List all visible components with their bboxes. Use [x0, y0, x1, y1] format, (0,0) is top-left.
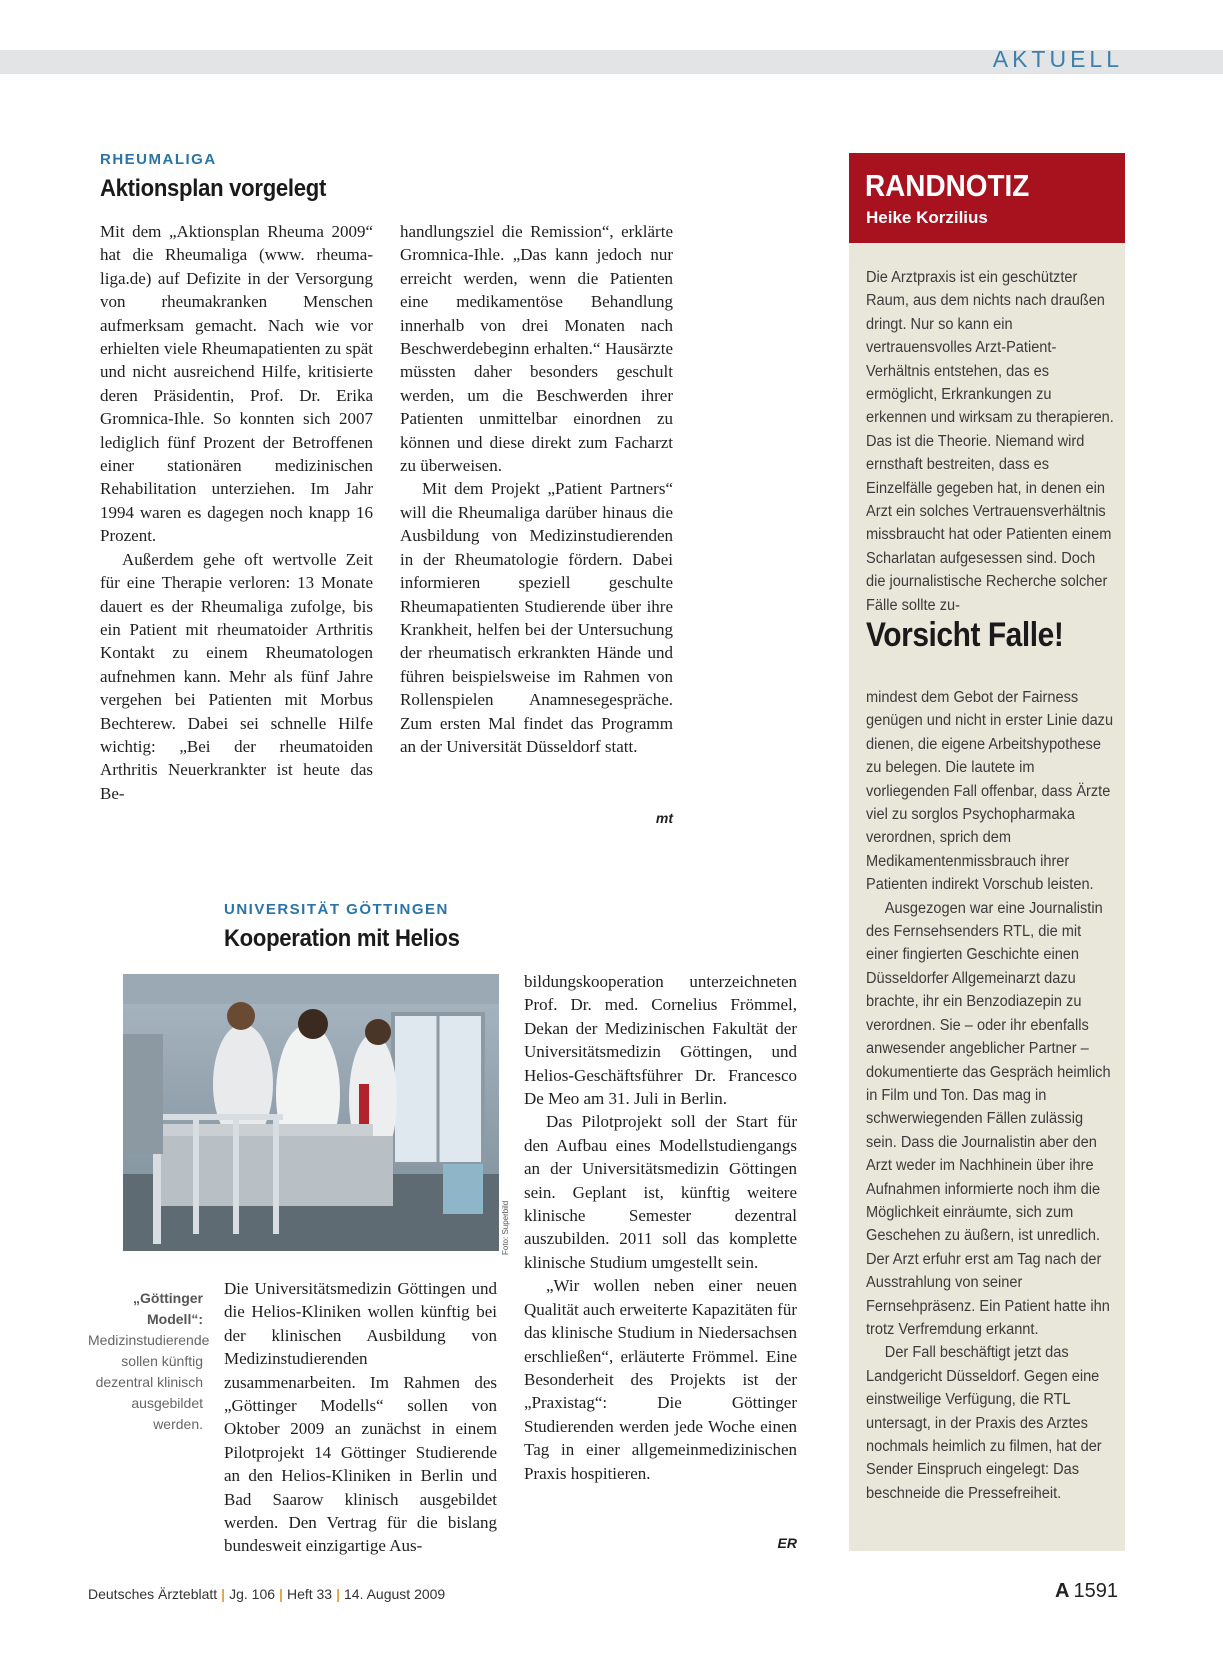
randnotiz-headline: Vorsicht Falle!: [866, 616, 1064, 654]
footer-journal: Deutsches Ärzteblatt: [88, 1586, 218, 1602]
randnotiz-text-2: [866, 686, 1114, 1505]
page-number-value: 1591: [1073, 1580, 1118, 1602]
article2-signature: ER: [777, 1534, 797, 1551]
hospital-photo-image: [123, 974, 499, 1251]
article2-title: Kooperation mit Helios: [224, 925, 460, 952]
section-label: AKTUELL: [992, 46, 1123, 72]
footer-separator: |: [336, 1586, 341, 1602]
paragraph: Der Fall beschäftigt jetzt das Landgericht Düsseldorf. Gegen eine einstweilige Verfügung, die RTL untersagt, in der Praxis des Arztes nochmals heimlich zu filmen, hat der Sender Einspruch eingelegt: Das beschneide die Pressefreiheit.: [866, 1344, 1102, 1502]
article2-column-2: [524, 970, 797, 1555]
paragraph: Mit dem „Aktionsplan Rheuma 2009“ hat die Rheumaliga (www. rheuma-liga.de) auf Defizite in der Versorgung von rheumakranken Menschen aufmerksam gemacht. Nach wie vor erhielten viele Rheumapatienten zu spät und nicht ausreichend Hilfe, kritisierte deren Präsidentin, Prof. Dr. Erika Gromnica-Ihle. So konnten sich 2007 lediglich fünf Prozent der Betroffenen einer stationären medizinischen Rehabilitation unterziehen. Im Jahr 1994 waren es dagegen noch knapp 16 Prozent.: [100, 222, 373, 546]
paragraph: handlungsziel die Remission“, erklärte Gromnica-Ihle. „Das kann jedoch nur erreicht werden, wenn die Patienten eine medikamentöse Behandlung innerhalb von drei Monaten nach Beschwerdebeginn erhalten.“ Hausärzte müssten daher besonders geschult werden, um die Beschwerden ihrer Patienten unmittelbar einordnen zu können und diese direkt zum Facharzt zu überweisen.: [400, 222, 673, 476]
randnotiz-author: Heike Korzilius: [866, 208, 988, 227]
caption-text: Medizinstudierende sollen künftig dezentral klinisch ausgebildet werden.: [88, 1332, 210, 1432]
footer-separator: |: [221, 1586, 226, 1602]
paragraph: Die Universitätsmedizin Göttingen und die Helios-Kliniken wollen künftig bei der klinischen Ausbildung von Medizinstudierenden zusammenarbeiten. Im Rahmen des „Göttinger Modells“ sollen von Oktober 2009 an zunächst in einem Pilotprojekt 14 Göttinger Studierende an den Helios-Kliniken in Berlin und Bad Saarow klinisch ausgebildet werden. Den Vertrag für die bislang bundesweit einzigartige Aus-: [224, 1279, 497, 1556]
hospital-photo: [123, 974, 499, 1251]
footer-volume: Jg. 106: [229, 1586, 276, 1602]
photo-credit: Foto: Superbild: [501, 1200, 510, 1255]
randnotiz-text-1: [866, 266, 1114, 617]
photo-caption: [88, 1288, 210, 1435]
article1-kicker: RHEUMALIGA: [100, 151, 217, 168]
article2-column-1: [224, 1277, 497, 1558]
page-prefix: A: [1055, 1580, 1070, 1602]
footer-line: [88, 1586, 445, 1602]
paragraph: Ausgezogen war eine Journalistin des Fernsehsenders RTL, die mit einer fingierten Geschichte einen Düsseldorfer Allgemeinarzt dazu brachte, ihr ein Benzodiazepin zu verordnen. Sie – oder ihr ebenfalls anwesender angeblicher Partner – dokumentierte das Gespräch heimlich in Film und Ton. Das mag in schwerwiegenden Fällen zulässig sein. Dass die Journalistin aber den Arzt weder im Nachhinein über ihre Aufnahmen informierte noch ihm die Möglichkeit einräumte, sich zum Geschehen zu äußern, ist unredlich. Der Arzt erfuhr erst am Tag nach der Ausstrahlung von seiner Fernsehpräsenz. Ein Patient hatte ihn trotz Verfremdung erkannt.: [866, 899, 1111, 1338]
paragraph: bildungskooperation unterzeichneten Prof. Dr. med. Cornelius Frömmel, Dekan der Medizinischen Fakultät der Universitätsmedizin Göttingen, und Helios-Geschäftsführer Dr. Francesco De Meo am 31. Juli in Berlin.: [524, 972, 797, 1109]
paragraph: Die Arztpraxis ist ein geschützter Raum, aus dem nichts nach draußen dringt. Nur so kann ein vertrauensvolles Arzt-Patient-Verhältnis entstehen, das es ermöglicht, Erkrankungen zu erkennen und wirksam zu therapieren. Das ist die Theorie. Niemand wird ernsthaft bestreiten, dass es Einzelfälle gegeben hat, in denen ein Arzt ein solches Vertrauensverhältnis missbraucht hat oder Patienten einem Scharlatan aufgesessen sind. Doch die journalistische Recherche solcher Fälle sollte zu-: [866, 269, 1114, 614]
paragraph: „Wir wollen neben einer neuen Qualität auch erweiterte Kapazitäten für das klinische Studium in Niedersachsen erschließen“, erläuterte Frömmel. Eine Besonderheit des Projekts ist der „Praxistag“: Die Göttinger Studierenden werden jede Woche einen Tag in einer allgemeinmedizinischen Praxis hospitieren.: [524, 1276, 797, 1483]
footer-date: 14. August 2009: [344, 1586, 446, 1602]
paragraph: Mit dem Projekt „Patient Partners“ will die Rheumaliga darüber hinaus die Ausbildung von Medizinstudierenden in der Rheumatologie fördern. Dabei informieren speziell geschulte Rheumapatienten Studierende über ihre Krankheit, helfen bei der Untersuchung der rheumatisch erkrankten Hände und führen beispielsweise im Rahmen von Rollenspielen Anamnesegespräche. Zum ersten Mal findet das Programm an der Universität Düsseldorf statt.: [400, 479, 673, 756]
article1-column-1: [100, 220, 373, 805]
article1-signature: mt: [655, 809, 673, 826]
paragraph: Das Pilotprojekt soll der Start für den Aufbau eines Modellstudiengangs an der Universitätsmedizin Göttingen sein. Geplant ist, künftig weitere klinische Semester dezentral auszubilden. 2011 soll das komplette klinische Studium umgestellt sein.: [524, 1112, 797, 1272]
page-number: [1055, 1580, 1118, 1603]
article1-title: Aktionsplan vorgelegt: [100, 175, 327, 202]
footer-separator: |: [279, 1586, 283, 1602]
caption-title: „Göttinger Modell“:: [133, 1290, 203, 1327]
paragraph: mindest dem Gebot der Fairness genügen und nicht in erster Linie dazu dienen, die eigene Arbeitshypothese zu belegen. Die lautete im vorliegenden Fall offenbar, dass Ärzte viel zu sorglos Psychopharmaka verordnen, sprich dem Medikamentenmissbrauch ihrer Patienten indirekt Vorschub leisten.: [866, 689, 1114, 894]
randnotiz-label: RANDNOTIZ: [865, 168, 1030, 203]
article1-column-2: [400, 220, 673, 830]
footer-issue: Heft 33: [286, 1586, 333, 1602]
article2-kicker: UNIVERSITÄT GÖTTINGEN: [224, 901, 449, 918]
paragraph: Außerdem gehe oft wertvolle Zeit für eine Therapie verloren: 13 Monate dauert es der Rheumaliga zufolge, bis ein Patient mit rheumatoider Arthritis Kontakt zu einem Rheumatologen aufnehmen kann. Mehr als fünf Jahre vergehen bei Patienten mit Morbus Bechterew. Dabei sei schnelle Hilfe wichtig: „Bei der rheumatoiden Arthritis Neuerkrankter ist heute das Be-: [100, 549, 373, 803]
